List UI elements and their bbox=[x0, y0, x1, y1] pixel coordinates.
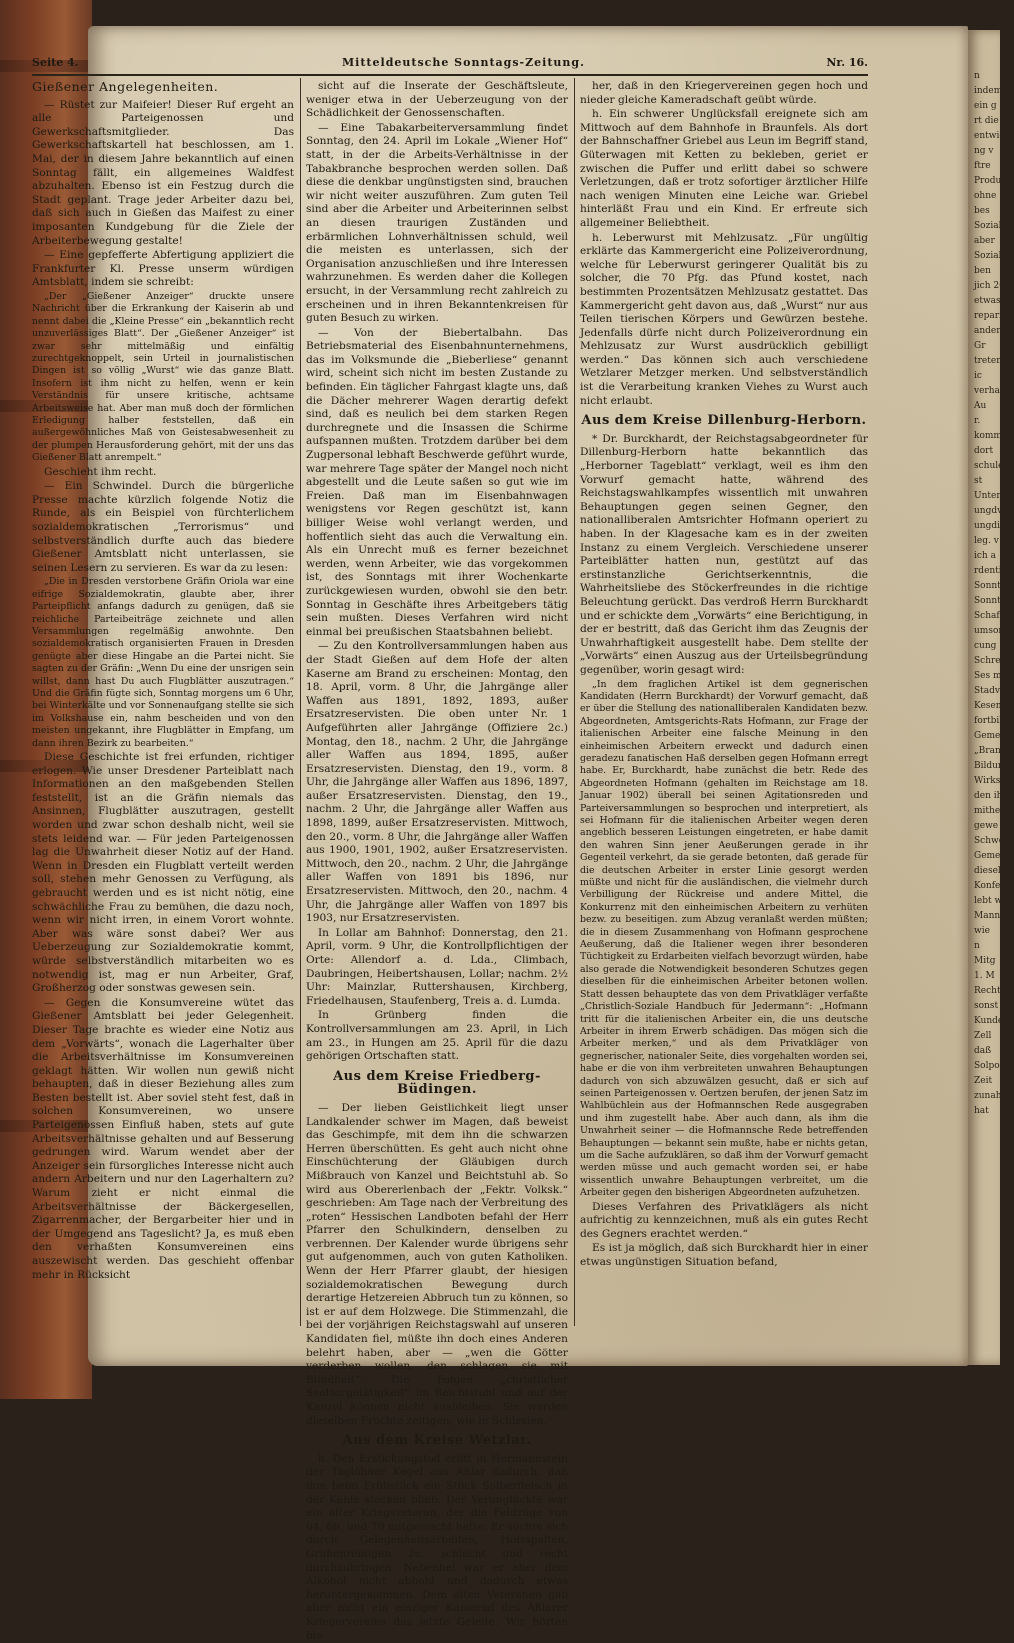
paragraph: her, daß in den Kriegervereinen gegen hoch und nieder gleiche Kameradschaft geübt würde. bbox=[580, 80, 868, 106]
page-fragment: fortbild bbox=[974, 716, 1008, 726]
adjacent-page-edge bbox=[968, 30, 1014, 1365]
page-fragment: ungdv bbox=[974, 506, 1003, 516]
page-fragment: Produ bbox=[974, 176, 1002, 186]
column-2 bbox=[306, 80, 568, 1642]
page-fragment: Gemei bbox=[974, 851, 1004, 861]
page-fragment: ic bbox=[974, 371, 982, 381]
section-heading: Gießener Angelegenheiten. bbox=[32, 79, 219, 94]
page-fragment: hat bbox=[974, 1106, 989, 1116]
paragraph: h. Leberwurst mit Mehlzusatz. „Für ungültig erklärte das Kammergericht eine Polizeiverordnung, welche für Leberwurst geringerer Qualität bis zu solcher, die 70 Pfg. das Pfund kostet, nach bestimmten Prozentsätzen Mehlzusatz gestattet. Das Kammergericht geht davon aus, daß „Wurst“ nur aus Teilen tierischen Körpers und Gewürzen bestehe. Jedenfalls dürfe nicht durch Polizeiverordnung ein Mehlzusatz zur Wurst ausdrücklich gebilligt werden.“ Das können sich auch verschiedene Wetzlarer Metzger merken. Und selbstverständlich ist die Verarbeitung kranken Viehes zu Wurst auch nicht erlaubt. bbox=[580, 231, 868, 407]
page-fragment: sonst bbox=[974, 1001, 999, 1011]
page-fragment: mithel bbox=[974, 806, 1004, 816]
paragraph: Geschieht ihm recht. bbox=[44, 465, 157, 478]
page-fragment: cung bbox=[974, 641, 997, 651]
page-fragment: Gr bbox=[974, 341, 986, 351]
article-body bbox=[580, 433, 868, 1270]
paragraph: h. Ein schwerer Unglücksfall ereignete sich am Mittwoch auf dem Bahnhofe in Braunfels. Als dort der Bahnschaffner Griebel aus Leun im Begriff stand, Güterwagen mit Ketten zu bekleben, geriet er zwischen die Puffer und erlitt dabei so schwere Verletzungen, daß er trotz sofortiger ärztlicher Hilfe nach wenigen Minuten eine Leiche war. Griebel hinterläßt Frau und ein Kind. Er erfreute sich allgemeiner Beliebtheit. bbox=[580, 108, 869, 229]
paragraph: — Rüstet zur Maifeier! Dieser Ruf ergeht an alle Parteigenossen und Gewerkschaftsmitglieder. Das Gewerkschaftskartell hat beschlossen, am 1. Mai, der in diesem Jahre bekanntlich auf einen Sonntag fällt, ein allgemeines Waldfest abzuhalten. Ebenso ist ein Festzug durch die Stadt geplant. Trage jeder Arbeiter dazu bei, daß sich auch in Gießen das Maifest zu einer imposanten Kundgebung für die Ziele der Arbeiterbewegung gestalte! bbox=[32, 98, 294, 247]
page-fragment: umsont bbox=[974, 626, 1008, 636]
paragraph: — Eine Tabakarbeiterversammlung findet Sonntag, den 24. April im Lokale „Wiener Hof“ statt, in der die Arbeits-Verhältnisse in der Tabakbranche besprochen werden sollen. Daß diese die denkbar ungünstigsten sind, brauchen wir nicht weiter auszuführen. Zum guten Teil sind aber die Arbeiter und Arbeiterinnen selbst an diesen traurigen Zuständen und erbärmlichen Lohnverhältnissen schuld, weil die meisten es unterlassen, sich der Organisation anzuschließen und ihre Interessen wahrzunehmen. Es werden daher die Kollegen ersucht, in der Versammlung recht zahlreich zu erscheinen und in ihren Bekanntenkreisen für guten Besuch zu wirken. bbox=[306, 121, 568, 325]
page-fragment: Zeit bbox=[974, 1076, 993, 1086]
page-fragment: daß bbox=[974, 1046, 992, 1056]
page-fragment: Gemein bbox=[974, 731, 1010, 741]
page-number: Seite 4. bbox=[32, 56, 79, 69]
page-fragment: r. bbox=[974, 416, 981, 426]
page-fragment: n bbox=[974, 71, 980, 81]
paragraph: Dieses Verfahren des Privatklägers als nicht aufrichtig zu kennzeichnen, muß als ein gutes Recht des Gegners erachtet werden.“ bbox=[580, 1200, 868, 1240]
paragraph: — Ein Schwindel. Durch die bürgerliche Presse machte kürzlich folgende Notiz die Runde, als ein Beispiel von fürchterlichem sozialdemokratischen „Terrorismus“ und selbstverständlich durfte auch das biedere Gießener Amtsblatt nicht unterlassen, sie seinen Lesern zu servieren. Es war da zu lesen: bbox=[32, 480, 294, 574]
paragraph: sicht auf die Inserate der Geschäftsleute, weniger etwa in der Ueberzeugung von der Schädlichkeit der Genossenschaften. bbox=[306, 80, 568, 120]
paragraph: — Gegen die Konsumvereine wütet das Gießener Amtsblatt bei jeder Gelegenheit. Dieser Tage brachte es wieder eine Notiz aus dem „Vorwärts“, wonach die Lagerhalter über die Arbeitsverhältnisse im Konsumvereinen geklagt hätten. Wir wollen nun gewiß nicht behaupten, daß in dieser Beziehung alles zum Besten bestellt ist. Aber soviel steht fest, daß in solchen Konsumvereinen, wo unsere Parteigenossen Einfluß haben, stets auf gute Arbeitsverhältnisse gehalten und auf Besserung gedrungen wird. Warum wendet aber der Anzeiger sein fürsorgliches Interesse nicht auch andern Arbeitern und nur den Lagerhaltern zu? Warum zieht er nicht einmal die Arbeitsverhältnisse der Bäckergesellen, Zigarrenmacher, der Bergarbeiter hier und in der Umgegend ans Tageslicht? Ja, es muß eben den verhaßten Konsumvereinen eins auszewischt werden. Das geschieht offenbar mehr in Rücksicht bbox=[32, 996, 294, 1281]
column-divider bbox=[574, 78, 575, 1326]
issue-number: Nr. 16. bbox=[826, 56, 868, 69]
column-3 bbox=[580, 80, 868, 1320]
paragraph: h. Den Erstickungstod erlitt in Hermannstein der Taglöhner Kegel aus Aßlar dadurch, daß ihm beim Frühstück ein Stück Solberfleisch in der Kehle stecken blieb. Der Verunglückte war ein alter Kriegsveteran, der die Feldzüge von 64, 66, und 70 mitgemacht hatte. Er suchte sich durch Gelegenheitsarbeiten, Holzspalten, Grubenreinigen 2c. schlecht und recht durchzubringen. Nebenbei war er aber dem Alkohol nicht abhold und dadurch etwas heruntergekommen. Dem alten Veteranen gab aber nicht ein einziger Kamerad des Aßlarer Kriegervereins das letzte Geleite. Wir hörten bis- bbox=[306, 1452, 568, 1642]
section-heading: Aus dem Kreise Wetzlar. bbox=[342, 1433, 532, 1449]
page-fragment: n bbox=[974, 941, 980, 951]
page-fragment: ohne bbox=[974, 191, 997, 201]
paragraph: „Die in Dresden verstorbene Gräfin Oriola war eine eifrige Sozialdemokratin, glaubte aber, ihrer Parteipflicht anfangs dadurch zu genügen, daß sie reichliche Parteibeiträge zeichnete und allen Versammlungen regelmäßig anwohnte. Den sozialdemokratisch organisierten Frauen in Dresden genügte aber diese Hingabe an die Partei nicht. Sie sagten zu der Gräfin: „Wenn Du eine der unsrigen sein willst, dann hast Du auch Flugblätter auszutragen.“ Und die Gräfin fügte sich, Sonntag morgens um 6 Uhr, bei Winterkälte und vor Sonnenaufgang stellte sie sich im Volkshause ein, nahm bescheiden und von den meisten ungekannt, ihre Flugblätter in Empfang, um dann ihren Bezirk zu bearbeiten.“ bbox=[32, 576, 294, 749]
page-fragment: ungdi bbox=[974, 521, 1000, 531]
page-fragment: „Bran bbox=[974, 746, 1001, 756]
page-fragment: gewe bbox=[974, 821, 999, 831]
page-fragment: zunahm bbox=[974, 1091, 1011, 1101]
page-fragment: Konfe bbox=[974, 881, 1001, 891]
page-fragment: rdenti bbox=[974, 566, 1002, 576]
page-fragment: wie bbox=[974, 926, 990, 936]
page-fragment: dieselb bbox=[974, 866, 1007, 876]
page-fragment: Ses m bbox=[974, 671, 1002, 681]
page-fragment: bes bbox=[974, 206, 990, 216]
column-1 bbox=[32, 80, 294, 1320]
page-fragment: Manne bbox=[974, 911, 1006, 921]
page-fragment: Rechte bbox=[974, 986, 1006, 996]
column-divider bbox=[300, 78, 301, 1326]
page-fragment: leg. v bbox=[974, 536, 999, 546]
section-heading: Aus dem Kreise Friedberg-Büdingen. bbox=[333, 1068, 541, 1098]
newspaper-title: Mitteldeutsche Sonntags-Zeitung. bbox=[342, 56, 585, 69]
page-fragment: Stadver bbox=[974, 686, 1010, 696]
paragraph: * Dr. Burckhardt, der Reichstagsabgeordneter für Dillenburg-Herborn hatte bekanntlich das „Herborner Tageblatt“ verklagt, weil es ihm den Vorwurf gemacht hatte, während des Reichstagswahlkampfes wissentlich mit unwahren Behauptungen gegen seinen Gegner, den nationalliberalen Amtsrichter Hofmann operiert zu haben. In der Klagesache kam es in der zweiten Instanz zu einem Vergleich. Verschiedene unserer Parteiblätter hatten nun, gestützt auf das erstinstanzliche Gerichtserkenntnis, die Wahrheitsliebe des Stöckerfreundes in die richtige Beleuchtung gerückt. Das verdroß Herrn Burckhardt und er schickte dem „Vorwärts“ eine Berichtigung, in der er bestritt, daß das Gericht ihm das Zeugnis der Unwahrhaftigkeit ausgestellt habe. Dem stellte der „Vorwärts“ einen Auszug aus der Urteilsbegründung gegenüber, worin gesagt wird: bbox=[580, 432, 868, 676]
page-fragment: Bildung bbox=[974, 761, 1010, 771]
page-fragment: etwas bbox=[974, 296, 1001, 306]
paragraph: — Zu den Kontrollversammlungen haben aus der Stadt Gießen auf dem Hofe der alten Kaserne am Brand zu erscheinen: Montag, den 18. April, vorm. 8 Uhr, die Jahrgänge aller Waffen aus 1891, 1892, 1893, außer Ersatzreservisten. Die oben unter Nr. 1 Aufgeführten aller Jahrgänge (Offiziere 2c.) Montag, den 18., nachm. 2 Uhr, die Jahrgänge aller Waffen aus 1894, 1895, außer Ersatzreservisten. Dienstag, den 19., vorm. 8 Uhr, die Jahrgänge aller Waffen aus 1896, 1897, außer Ersatzreservisten. Dienstag, den 19., nachm. 2 Uhr, die Jahrgänge aller Waffen aus 1898, 1899, außer Ersatzreservisten. Mittwoch, den 20., vorm. 8 Uhr, die Jahrgänge aller Waffen aus 1900, 1901, 1902, außer Ersatzreservisten. Mittwoch, den 20., nachm. 2 Uhr, die Jahrgänge aller Waffen von 1891 bis 1896, nur Ersatzreservisten. Mittwoch, den 20., nachm. 4 Uhr, die Jahrgänge aller Waffen von 1897 bis 1903, nur Ersatzreservisten. bbox=[306, 640, 568, 925]
page-fragment: rt die bbox=[974, 116, 999, 126]
page-fragment: schule t bbox=[974, 461, 1010, 471]
page-fragment: ander bbox=[974, 326, 1001, 336]
page-fragment: treten. bbox=[974, 356, 1005, 366]
page-fragment: Kunde bbox=[974, 1016, 1004, 1026]
page-fragment: verhan bbox=[974, 386, 1006, 396]
page-fragment: Au bbox=[974, 401, 987, 411]
page-fragment: jich 20 bbox=[974, 281, 1005, 291]
page-fragment: lebt w bbox=[974, 896, 1003, 906]
page-fragment: 1. M bbox=[974, 971, 995, 981]
page-fragment: Mitg bbox=[974, 956, 996, 966]
page-fragment: Sozial bbox=[974, 251, 1002, 261]
paragraph: „Der „Gießener Anzeiger“ druckte unsere Nachricht über die Erkrankung der Kaiserin ab und nennt dabei die „Kleine Presse“ ein „bekanntlich recht unzuverlässiges Blatt“. Der „Gießener Anzeiger“ ist zwar sehr mittelmäßig und einfältig zurechtgeknoppelt, sein Urteil in journalistischen Dingen ist so völlig „Wurst“ wie das ganze Blatt. Insofern ist ihm nicht zu helfen, wenn er kein Verständnis für unsere kritische, achtsame Arbeitsweise hat. Aber man muß doch der förmlichen Erledigung halber feststellen, daß ein außergewöhnliches Maß von Geistesabwesenheit zu der plumpen Herausforderung gehört, mit der uns das Gießener Blatt anrempelt.“ bbox=[32, 290, 294, 464]
article-body bbox=[32, 99, 294, 1283]
article-body bbox=[306, 1453, 568, 1643]
paragraph: — Von der Biebertalbahn. Das Betriebsmaterial des Eisenbahnunternehmens, das im Volksmunde die „Bieberliese“ genannt wird, scheint sich nicht im besten Zustande zu befinden. Ein täglicher Fahrgast klagte uns, daß die Dächer mehrerer Wagen derartig defekt sind, daß es neulich bei dem starken Regen durchregnete und die Insassen die Schirme aufspannen mußten. Trotzdem darüber bei dem Zugpersonal lebhaft Beschwerde geführt wurde, war mehrere Tage später der Mangel noch nicht abgestellt und die Leute saßen so gut wie im Freien. Daß man im Eisenbahnwagen wenigstens vor Regen geschützt ist, kann billiger Weise wohl verlangt werden, und hoffentlich sieht das auch die Verwaltung ein. Als ein Unrecht muß es ferner bezeichnet werden, wenn Arbeiter, wie das vorgekommen ist, des Sonntags mit ihrer Wochenkarte zurückgewiesen wurden, obwohl sie den betr. Sonntag in Geschäfte ihres Arbeitgebers tätig sein mußten. Dieses Verfahren wird nicht einmal bei preußischen Staatsbahnen beliebt. bbox=[306, 326, 568, 638]
paragraph: In Lollar am Bahnhof: Donnerstag, den 21. April, vorm. 9 Uhr, die Kontrollpflichtigen der Orte: Allendorf a. d. Lda., Climbach, Daubringen, Heibertshausen, Lollar; nachm. 2½ Uhr: Mainzlar, Ruttershausen, Kirchberg, Friedelhausen, Staufenberg, Treis a. d. Lumda. bbox=[306, 926, 568, 1007]
page-fragment: den ih bbox=[974, 791, 1003, 801]
page-fragment: Zell bbox=[974, 1031, 992, 1041]
page-fragment: Schafer bbox=[974, 611, 1010, 621]
paragraph: „In dem fraglichen Artikel ist dem gegnerischen Kandidaten (Herrn Burckhardt) der Vorwurf gemacht, daß er über die Stellung des nationalliberalen Kandidaten bezw. Abgeordneten, Amtsgerichts-Rats Hofmann, zur Frage der italienischen Arbeiter eine falsche Meinung in den einheimischen Arbeitern erweckt und dadurch einen geradezu fanatischen Haß derselben gegen Hofmann erregt habe. Er, Burckhardt, habe zunächst die betr. Rede des Abgeordneten Hofmann (gehalten im Reichstage am 18. Januar 1902) überall bei seinen Agitationsreden und Parteiversammlungen so besprochen und interpretiert, als sei Hofmann für die italienischen Arbeiter wegen deren angeblich besseren Leistungen eingetreten, er habe damit den wahren Sinn jener Aeußerungen gerade in ihr Gegenteil verkehrt, da sie gerade betonten, daß gerade für die deutschen Arbeiter in erster Linie gesorgt werden müßte und nicht für die ausländischen, die vielmehr durch Verbilligung der Rückreise und andere Mittel, die Konkurrenz mit den einheimischen Arbeitern zu verhüten bezw. zu beseitigen. zum Abzug veranlaßt werden müßten; die in diesem Zusammenhang von Hofmann gesprochene Aeußerung, daß die Italiener wegen ihrer besonderen Tüchtigkeit zu Erdarbeiten vielfach bevorzugt würden, habe also gerade die Notwendigkeit besonderen Schutzes gegen dieselben für die einheimischen Arbeiter betonen wollen. Statt dessen behauptete das von dem Privatkläger verfaßte „Christlich-Soziale Handbuch für Jedermann“: „Hofmann tritt für die italienischen Arbeiter ein, die uns deutsche Arbeiter in ihrem Erwerb schädigen. Das mögen sich die Arbeiter merken,“ und als dem Privatkläger von gegnerischer, nationaler Seite, dies vorgehalten worden sei, habe er die von ihm verbreiteten unwahren Behauptungen dadurch von sich abzuwälzen gesucht, daß er sich auf seinen Parteigenossen v. Oertzen berufen, der jenen Satz im Wahlbüchlein aus der Hofmannschen Rede ausgegraben und ihm zugestellt habe. Aber auch dann, als ihm die Unwahrheit seiner — die Hofmannsche Rede betreffenden Behauptungen — bekannt sein mußte, habe er nichts getan, um die Sache aufzuklären, so daß ihm der Vorwurf gemacht werden müsse und auch gemacht worden sei, er habe wissentlich unwahre Behauptungen verbreitet, um die Arbeiter gegen den bisherigen Abgeordneten aufzuhetzen. bbox=[580, 678, 868, 1199]
page-fragment: Unter bbox=[974, 491, 1001, 501]
page-fragment: dort bbox=[974, 446, 994, 456]
page-fragment: Kesen bbox=[974, 701, 1002, 711]
article-body bbox=[306, 80, 568, 1064]
page-fragment: Sozial bbox=[974, 221, 1002, 231]
page-fragment: Sonnta bbox=[974, 581, 1007, 591]
page-fragment: indem bbox=[974, 86, 1003, 96]
page-fragment: ein g bbox=[974, 101, 997, 111]
article-body bbox=[306, 1102, 568, 1428]
page-fragment: Wirksam bbox=[974, 776, 1014, 786]
page-fragment: kommun bbox=[974, 431, 1014, 441]
page-fragment: Sonnta bbox=[974, 596, 1007, 606]
page-fragment: st bbox=[974, 476, 983, 486]
page-fragment: aber bbox=[974, 236, 995, 246]
page-fragment: Schreib bbox=[974, 656, 1010, 666]
page-fragment: ng v bbox=[974, 146, 994, 156]
section-heading: Aus dem Kreise Dillenburg-Herborn. bbox=[581, 413, 867, 429]
paragraph: Diese Geschichte ist frei erfunden, richtiger erlogen. Wie unser Dresdener Parteiblatt nach Informationen an den maßgebenden Stellen feststellt, ist an die Gräfin niemals das Ansinnen, Flugblätter auszutragen, gestellt worden und zwar schon deshalb nicht, weil sie stets leidend war. — Für jeden Parteigenossen lag die Unwahrheit dieser Notiz auf der Hand. Wenn in Dresden ein Flugblatt verteilt werden soll, stehen mehr Genossen zu Verfügung, als gebraucht werden und es ist nicht nötig, eine schwächliche Frau zu bemühen, die dazu noch, wenn wir nicht irren, in einem Vorort wohnte. Aber was wäre sonst dabei? Wer aus Ueberzeugung zur Sozialdemokratie kommt, würde selbstverständlich mitarbeiten wo es notwendig ist, mag er nun Arbeiter, Graf, Großherzog oder sonstwas gewesen sein. bbox=[32, 751, 294, 995]
paragraph: In Grünberg finden die Kontrollversammlungen am 23. April, in Lich am 23., in Hungen am 25. April für die dazu gehörigen Ortschaften statt. bbox=[306, 1009, 568, 1063]
page-fragment: ftre bbox=[974, 161, 991, 171]
page-fragment: ich a bbox=[974, 551, 996, 561]
page-fragment: entwic bbox=[974, 131, 1005, 141]
article-body bbox=[580, 80, 868, 408]
paragraph: — Eine gepfefferte Abfertigung appliziert die Frankfurter Kl. Presse unserm würdigen Amtsblatt, indem sie schreibt: bbox=[32, 249, 294, 289]
page-fragment: reparie bbox=[974, 311, 1008, 321]
page-fragment: ben bbox=[974, 266, 991, 276]
page-fragment: Solpo bbox=[974, 1061, 1000, 1071]
page-fragment: Schwe bbox=[974, 836, 1005, 846]
page-header bbox=[32, 52, 868, 76]
paragraph: Es ist ja möglich, daß sich Burckhardt hier in einer etwas ungünstigen Situation befand, bbox=[580, 1242, 868, 1268]
paragraph: — Der lieben Geistlichkeit liegt unser Landkalender schwer im Magen, daß beweist das Geschimpfe, mit dem ihn die schwarzen Herren überschütten. Es geht auch nicht ohne Einschüchterung der Gläubigen durch Mißbrauch von Kanzel und Beichtstuhl ab. So wird aus Obererlenbach der „Fektr. Volksk.“ geschrieben: Am Tage nach der Verbreitung des „roten“ Hessischen Landboten befahl der Herr Pfarrer den Schulkindern, denselben zu verbrennen. Der Kalender wurde übrigens sehr gut aufgenommen, auch von guten Katholiken. Wenn der Herr Pfarrer glaubt, der hiesigen sozialdemokratischen Bewegung durch derartige Hetzereien Abbruch tun zu können, so ist er auf dem Holzwege. Die Stimmenzahl, die bei der vorjährigen Reichstagswahl auf unseren Kandidaten fiel, müßte ihn doch eines Anderen belehrt haben, aber — „wen die Götter verderben wollen, den schlagen sie mit Blindheit“. Die Folgen „christlicher Seelsorgetätigkeit“ im Beichtstuhl und auf der Kanzel können nicht ausbleiben. Sie werden dieselben Früchte zeitigen, wie in Schlesien. bbox=[306, 1101, 568, 1427]
